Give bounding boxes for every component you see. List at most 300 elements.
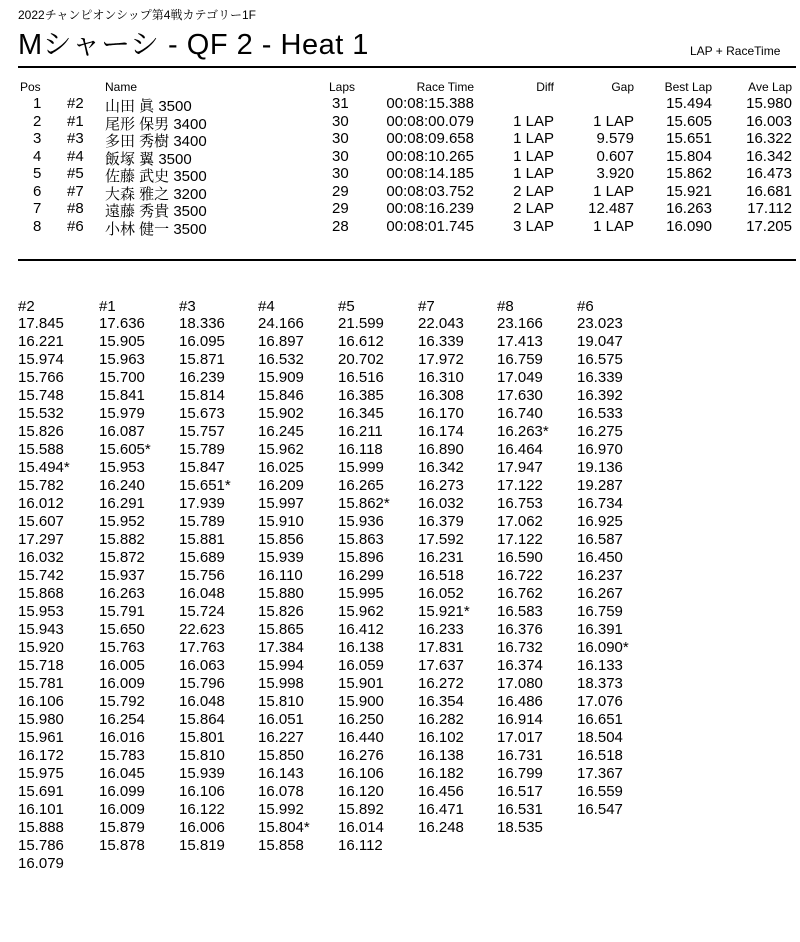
race-time-cell: 00:08:15.388 bbox=[386, 95, 474, 112]
lap-time: 24.166 bbox=[258, 315, 304, 332]
lap-time: 15.943 bbox=[18, 621, 64, 638]
lap-time: 22.623 bbox=[179, 621, 225, 638]
lap-time: 15.786 bbox=[18, 837, 64, 854]
lap-time: 16.516 bbox=[338, 369, 384, 386]
lap-time: 19.287 bbox=[577, 477, 623, 494]
lap-time: 15.871 bbox=[179, 351, 225, 368]
lap-time: 16.143 bbox=[258, 765, 304, 782]
ave-lap-cell: 15.980 bbox=[746, 95, 792, 112]
lap-time: 17.122 bbox=[497, 477, 543, 494]
ave-lap-cell: 17.205 bbox=[746, 217, 792, 235]
lap-time: 15.902 bbox=[258, 405, 304, 422]
lap-time: 15.880 bbox=[258, 585, 304, 602]
lap-time: 16.221 bbox=[18, 333, 64, 350]
lap-time: 15.651* bbox=[179, 477, 231, 494]
lap-time: 17.017 bbox=[497, 729, 543, 746]
lap-time: 15.650 bbox=[99, 621, 145, 638]
lap-time: 16.059 bbox=[338, 657, 384, 674]
lap-time: 15.963 bbox=[99, 351, 145, 368]
lap-time: 19.136 bbox=[577, 459, 623, 476]
car-number-cell: #2 bbox=[67, 95, 84, 112]
lap-time: 16.385 bbox=[338, 387, 384, 404]
lap-column-car-number: #3 bbox=[179, 298, 196, 315]
race-time-cell: 00:08:03.752 bbox=[386, 182, 474, 200]
lap-time: 16.471 bbox=[418, 801, 464, 818]
lap-time: 15.900 bbox=[338, 693, 384, 710]
gap-cell: 1 LAP bbox=[593, 112, 634, 130]
lap-time: 16.102 bbox=[418, 729, 464, 746]
lap-column bbox=[99, 298, 179, 855]
ave-lap-cell: 16.322 bbox=[746, 130, 792, 147]
lap-time: 16.112 bbox=[338, 837, 383, 854]
lap-time: 15.939 bbox=[179, 765, 225, 782]
lap-time: 15.952 bbox=[99, 513, 145, 530]
lap-time: 16.533 bbox=[577, 405, 623, 422]
lap-column-car-number: #4 bbox=[258, 298, 275, 315]
lap-time: 16.122 bbox=[179, 801, 225, 818]
lap-time: 16.254 bbox=[99, 711, 145, 728]
lap-time: 17.939 bbox=[179, 495, 225, 512]
laps-cell: 31 bbox=[332, 95, 349, 112]
lap-time: 16.391 bbox=[577, 621, 623, 638]
lap-time: 17.384 bbox=[258, 639, 304, 656]
race-time-cell: 00:08:09.658 bbox=[386, 130, 474, 147]
race-time-cell: 00:08:00.079 bbox=[386, 112, 474, 130]
col-name: Name bbox=[105, 80, 138, 94]
lap-time: 15.920 bbox=[18, 639, 64, 656]
col-laps: Laps bbox=[329, 80, 356, 94]
lap-time: 15.791 bbox=[99, 603, 145, 620]
lap-time: 16.412 bbox=[338, 621, 384, 638]
lap-time: 15.724 bbox=[179, 603, 225, 620]
lap-time: 16.762 bbox=[497, 585, 543, 602]
ave-lap-cell: 17.112 bbox=[747, 200, 792, 217]
lap-time: 16.275 bbox=[577, 423, 623, 440]
lap-time: 16.310 bbox=[418, 369, 464, 386]
pos-cell: 6 bbox=[33, 182, 42, 200]
lap-column bbox=[577, 298, 657, 819]
lap-time: 16.052 bbox=[418, 585, 464, 602]
lap-time: 15.782 bbox=[18, 477, 64, 494]
lap-time: 16.240 bbox=[99, 477, 145, 494]
pos-cell: 1 bbox=[33, 95, 42, 112]
pos-cell: 8 bbox=[33, 217, 42, 235]
lap-time: 16.273 bbox=[418, 477, 464, 494]
lap-time: 16.106 bbox=[338, 765, 384, 782]
lap-time: 17.763 bbox=[179, 639, 225, 656]
laps-cell: 30 bbox=[332, 147, 349, 165]
lap-time: 16.106 bbox=[179, 783, 225, 800]
col-best-lap: Best Lap bbox=[664, 80, 712, 94]
best-lap-cell: 15.494 bbox=[666, 95, 712, 112]
lap-time: 16.354 bbox=[418, 693, 464, 710]
lap-time: 16.612 bbox=[338, 333, 384, 350]
lap-time: 16.291 bbox=[99, 495, 145, 512]
lap-time: 16.342 bbox=[418, 459, 464, 476]
lap-time: 17.080 bbox=[497, 675, 543, 692]
lap-time: 16.239 bbox=[179, 369, 225, 386]
lap-time: 15.689 bbox=[179, 549, 225, 566]
diff-cell: 2 LAP bbox=[513, 182, 554, 200]
lap-column-car-number: #2 bbox=[18, 298, 35, 315]
lap-time: 22.043 bbox=[418, 315, 464, 332]
laps-cell: 30 bbox=[332, 112, 349, 130]
lap-time: 16.575 bbox=[577, 351, 623, 368]
lap-time: 15.763 bbox=[99, 639, 145, 656]
lap-time: 16.518 bbox=[418, 567, 464, 584]
lap-time: 18.336 bbox=[179, 315, 225, 332]
lap-time: 15.588 bbox=[18, 441, 64, 458]
lap-time: 15.997 bbox=[258, 495, 304, 512]
lap-time: 15.804* bbox=[258, 819, 310, 836]
lap-column-car-number: #1 bbox=[99, 298, 116, 315]
lap-time: 16.095 bbox=[179, 333, 225, 350]
lap-time: 17.637 bbox=[418, 657, 464, 674]
lap-time: 16.174 bbox=[418, 423, 464, 440]
lap-time: 23.023 bbox=[577, 315, 623, 332]
lap-time: 15.810 bbox=[258, 693, 304, 710]
lap-time: 16.078 bbox=[258, 783, 304, 800]
gap-cell: 3.920 bbox=[596, 165, 634, 182]
lap-time: 16.282 bbox=[418, 711, 464, 728]
best-lap-cell: 16.263 bbox=[666, 200, 712, 217]
lap-time: 16.531 bbox=[497, 801, 543, 818]
lap-time: 16.090* bbox=[577, 639, 629, 656]
lap-time: 16.231 bbox=[418, 549, 464, 566]
lap-time: 16.740 bbox=[497, 405, 543, 422]
lap-time: 16.133 bbox=[577, 657, 623, 674]
lap-time: 15.888 bbox=[18, 819, 64, 836]
lap-time: 15.850 bbox=[258, 747, 304, 764]
col-pos: Pos bbox=[20, 80, 41, 94]
lap-time: 17.297 bbox=[18, 531, 64, 548]
lap-time: 16.101 bbox=[18, 801, 64, 818]
lap-time: 16.440 bbox=[338, 729, 384, 746]
lap-time: 15.789 bbox=[179, 513, 225, 530]
driver-name-cell: 尾形 保男 3400 bbox=[105, 115, 207, 133]
lap-time: 16.518 bbox=[577, 747, 623, 764]
lap-time: 16.063 bbox=[179, 657, 225, 674]
lap-time: 18.504 bbox=[577, 729, 623, 746]
lap-time: 16.547 bbox=[577, 801, 623, 818]
lap-time: 15.910 bbox=[258, 513, 304, 530]
lap-time: 18.373 bbox=[577, 675, 623, 692]
lap-time: 15.953 bbox=[99, 459, 145, 476]
lap-time: 15.872 bbox=[99, 549, 145, 566]
lap-time: 15.961 bbox=[18, 729, 64, 746]
car-number-cell: #8 bbox=[67, 200, 84, 217]
laps-cell: 30 bbox=[332, 165, 349, 182]
lap-time: 15.781 bbox=[18, 675, 64, 692]
lap-time: 17.122 bbox=[497, 531, 543, 548]
lap-time: 15.892 bbox=[338, 801, 384, 818]
lap-time: 16.009 bbox=[99, 675, 145, 692]
lap-time: 16.138 bbox=[418, 747, 464, 764]
best-lap-cell: 15.862 bbox=[666, 165, 712, 182]
pos-cell: 4 bbox=[33, 147, 42, 165]
lap-time: 17.972 bbox=[418, 351, 464, 368]
lap-time: 15.980 bbox=[18, 711, 64, 728]
diff-cell: 2 LAP bbox=[513, 200, 554, 217]
lap-time: 15.757 bbox=[179, 423, 225, 440]
lap-time: 17.947 bbox=[497, 459, 543, 476]
gap-cell: 9.579 bbox=[596, 130, 634, 147]
lap-time: 15.494* bbox=[18, 459, 70, 476]
section-divider bbox=[18, 259, 796, 261]
lap-time: 17.831 bbox=[418, 639, 464, 656]
car-number-cell: #6 bbox=[67, 217, 84, 235]
lap-column bbox=[179, 298, 259, 855]
car-number-cell: #4 bbox=[67, 147, 84, 165]
lap-time: 15.999 bbox=[338, 459, 384, 476]
lap-time: 15.691 bbox=[18, 783, 64, 800]
lap-time: 16.759 bbox=[497, 351, 543, 368]
lap-time: 17.062 bbox=[497, 513, 543, 530]
lap-time: 15.864 bbox=[179, 711, 225, 728]
lap-time: 16.890 bbox=[418, 441, 464, 458]
col-diff: Diff bbox=[536, 80, 554, 94]
driver-name-cell: 佐藤 武史 3500 bbox=[105, 168, 207, 185]
col-gap: Gap bbox=[611, 80, 634, 94]
lap-time: 16.345 bbox=[338, 405, 384, 422]
gap-cell: 12.487 bbox=[588, 200, 634, 217]
race-time-cell: 00:08:16.239 bbox=[386, 200, 474, 217]
lap-time: 16.006 bbox=[179, 819, 225, 836]
car-number-cell: #5 bbox=[67, 165, 84, 182]
lap-time: 16.559 bbox=[577, 783, 623, 800]
lap-time: 15.974 bbox=[18, 351, 64, 368]
lap-time: 15.532 bbox=[18, 405, 64, 422]
lap-time: 16.048 bbox=[179, 693, 225, 710]
lap-time: 16.799 bbox=[497, 765, 543, 782]
lap-column-car-number: #5 bbox=[338, 298, 355, 315]
lap-time: 15.994 bbox=[258, 657, 304, 674]
lap-time: 16.032 bbox=[418, 495, 464, 512]
ave-lap-cell: 16.681 bbox=[746, 182, 792, 200]
lap-time: 17.367 bbox=[577, 765, 623, 782]
gap-cell: 1 LAP bbox=[593, 217, 634, 235]
lap-time: 15.847 bbox=[179, 459, 225, 476]
lap-column bbox=[258, 298, 338, 855]
lap-time: 16.308 bbox=[418, 387, 464, 404]
pos-cell: 7 bbox=[33, 200, 42, 217]
lap-time: 16.032 bbox=[18, 549, 64, 566]
driver-name-cell: 飯塚 翼 3500 bbox=[105, 150, 192, 168]
diff-cell: 1 LAP bbox=[513, 147, 554, 165]
lap-time: 16.299 bbox=[338, 567, 384, 584]
lap-time: 15.756 bbox=[179, 567, 225, 584]
pos-cell: 5 bbox=[33, 165, 42, 182]
lap-time: 23.166 bbox=[497, 315, 543, 332]
lap-time: 15.998 bbox=[258, 675, 304, 692]
lap-time: 15.783 bbox=[99, 747, 145, 764]
laps-cell: 29 bbox=[332, 200, 349, 217]
lap-time: 19.047 bbox=[577, 333, 623, 350]
pos-cell: 2 bbox=[33, 112, 42, 130]
lap-time: 15.607 bbox=[18, 513, 64, 530]
col-race-time: Race Time bbox=[416, 80, 474, 94]
lap-time: 15.953 bbox=[18, 603, 64, 620]
lap-time: 15.921* bbox=[418, 603, 470, 620]
lap-time: 16.182 bbox=[418, 765, 464, 782]
lap-time: 16.106 bbox=[18, 693, 64, 710]
lap-time: 16.045 bbox=[99, 765, 145, 782]
lap-time: 15.882 bbox=[99, 531, 145, 548]
lap-time: 16.532 bbox=[258, 351, 304, 368]
lap-time: 16.237 bbox=[577, 567, 623, 584]
lap-time: 16.759 bbox=[577, 603, 623, 620]
lap-time: 16.025 bbox=[258, 459, 304, 476]
lap-time: 16.051 bbox=[258, 711, 304, 728]
pos-cell: 3 bbox=[33, 130, 42, 147]
lap-time: 15.766 bbox=[18, 369, 64, 386]
gap-cell: 1 LAP bbox=[593, 182, 634, 200]
lap-time: 15.858 bbox=[258, 837, 304, 854]
ave-lap-cell: 16.473 bbox=[746, 165, 792, 182]
lap-time: 15.748 bbox=[18, 387, 64, 404]
lap-time: 15.819 bbox=[179, 837, 225, 854]
lap-time: 17.845 bbox=[18, 315, 64, 332]
ave-lap-cell: 16.003 bbox=[746, 112, 792, 130]
lap-time: 16.138 bbox=[338, 639, 384, 656]
lap-time: 15.814 bbox=[179, 387, 225, 404]
laps-cell: 28 bbox=[332, 217, 349, 235]
lap-time: 15.865 bbox=[258, 621, 304, 638]
lap-time: 20.702 bbox=[338, 351, 384, 368]
lap-time: 16.245 bbox=[258, 423, 304, 440]
lap-time: 16.590 bbox=[497, 549, 543, 566]
gap-cell: 0.607 bbox=[596, 147, 634, 165]
lap-column-car-number: #8 bbox=[497, 298, 514, 315]
lap-time: 16.172 bbox=[18, 747, 64, 764]
lap-time: 15.878 bbox=[99, 837, 145, 854]
diff-cell: 3 LAP bbox=[513, 217, 554, 235]
driver-name-cell: 大森 雅之 3200 bbox=[105, 185, 207, 203]
lap-time: 16.087 bbox=[99, 423, 145, 440]
lap-time: 16.486 bbox=[497, 693, 543, 710]
lap-time: 15.979 bbox=[99, 405, 145, 422]
lap-column-car-number: #7 bbox=[418, 298, 435, 315]
lap-time: 15.841 bbox=[99, 387, 145, 404]
car-number-cell: #3 bbox=[67, 130, 84, 147]
lap-time: 15.863 bbox=[338, 531, 384, 548]
lap-mode-label: LAP + RaceTime bbox=[690, 44, 781, 58]
lap-time: 16.734 bbox=[577, 495, 623, 512]
lap-time: 15.801 bbox=[179, 729, 225, 746]
lap-time: 16.118 bbox=[338, 441, 383, 458]
ave-lap-cell: 16.342 bbox=[746, 147, 792, 165]
lap-time: 15.937 bbox=[99, 567, 145, 584]
lap-time: 17.630 bbox=[497, 387, 543, 404]
race-time-cell: 00:08:10.265 bbox=[386, 147, 474, 165]
diff-cell: 1 LAP bbox=[513, 112, 554, 130]
lap-time: 16.651 bbox=[577, 711, 623, 728]
lap-time: 15.605* bbox=[99, 441, 151, 458]
lap-time: 16.250 bbox=[338, 711, 384, 728]
lap-time: 16.456 bbox=[418, 783, 464, 800]
lap-time: 15.879 bbox=[99, 819, 145, 836]
lap-time: 16.722 bbox=[497, 567, 543, 584]
lap-time: 15.962 bbox=[338, 603, 384, 620]
lap-time: 16.267 bbox=[577, 585, 623, 602]
best-lap-cell: 15.921 bbox=[666, 182, 712, 200]
lap-time: 16.925 bbox=[577, 513, 623, 530]
lap-time: 16.227 bbox=[258, 729, 304, 746]
lap-time: 15.909 bbox=[258, 369, 304, 386]
lap-time: 16.374 bbox=[497, 657, 543, 674]
lap-time: 17.076 bbox=[577, 693, 623, 710]
lap-time: 16.731 bbox=[497, 747, 543, 764]
lap-time: 16.970 bbox=[577, 441, 623, 458]
lap-time: 15.962 bbox=[258, 441, 304, 458]
lap-time: 16.339 bbox=[418, 333, 464, 350]
best-lap-cell: 15.605 bbox=[666, 112, 712, 130]
lap-time: 15.742 bbox=[18, 567, 64, 584]
lap-time: 16.376 bbox=[497, 621, 543, 638]
lap-time: 17.592 bbox=[418, 531, 464, 548]
lap-time: 16.005 bbox=[99, 657, 145, 674]
lap-time: 15.862* bbox=[338, 495, 390, 512]
lap-column bbox=[18, 298, 98, 873]
lap-time: 15.995 bbox=[338, 585, 384, 602]
car-number-cell: #1 bbox=[67, 112, 84, 130]
lap-time: 15.826 bbox=[18, 423, 64, 440]
lap-time: 15.673 bbox=[179, 405, 225, 422]
lap-time: 21.599 bbox=[338, 315, 384, 332]
lap-time: 15.792 bbox=[99, 693, 145, 710]
lap-time: 16.583 bbox=[497, 603, 543, 620]
lap-time: 15.896 bbox=[338, 549, 384, 566]
lap-time: 16.732 bbox=[497, 639, 543, 656]
car-number-cell: #7 bbox=[67, 182, 84, 200]
lap-time: 15.975 bbox=[18, 765, 64, 782]
driver-name-cell: 山田 眞 3500 bbox=[105, 98, 192, 115]
lap-column bbox=[338, 298, 418, 855]
lap-time: 16.170 bbox=[418, 405, 464, 422]
lap-time: 15.718 bbox=[18, 657, 64, 674]
lap-time: 16.263 bbox=[99, 585, 145, 602]
lap-time: 15.868 bbox=[18, 585, 64, 602]
best-lap-cell: 16.090 bbox=[666, 217, 712, 235]
lap-time: 16.110 bbox=[258, 567, 303, 584]
lap-column-car-number: #6 bbox=[577, 298, 594, 315]
lap-time: 16.587 bbox=[577, 531, 623, 548]
lap-time: 16.014 bbox=[338, 819, 384, 836]
lap-time: 15.905 bbox=[99, 333, 145, 350]
lap-column bbox=[418, 298, 498, 837]
laps-cell: 29 bbox=[332, 182, 349, 200]
lap-time: 16.012 bbox=[18, 495, 64, 512]
diff-cell: 1 LAP bbox=[513, 165, 554, 182]
lap-time: 15.939 bbox=[258, 549, 304, 566]
driver-name-cell: 遠藤 秀貴 3500 bbox=[105, 203, 207, 220]
lap-time: 15.992 bbox=[258, 801, 304, 818]
lap-time: 15.796 bbox=[179, 675, 225, 692]
lap-time: 16.099 bbox=[99, 783, 145, 800]
lap-time: 16.009 bbox=[99, 801, 145, 818]
lap-time: 16.464 bbox=[497, 441, 543, 458]
lap-time: 15.846 bbox=[258, 387, 304, 404]
lap-time: 17.636 bbox=[99, 315, 145, 332]
lap-time: 15.881 bbox=[179, 531, 225, 548]
lap-time: 16.248 bbox=[418, 819, 464, 836]
lap-time: 15.700 bbox=[99, 369, 145, 386]
lap-time: 16.048 bbox=[179, 585, 225, 602]
lap-column bbox=[497, 298, 577, 837]
lap-time: 15.810 bbox=[179, 747, 225, 764]
diff-cell: 1 LAP bbox=[513, 130, 554, 147]
lap-time: 16.209 bbox=[258, 477, 304, 494]
